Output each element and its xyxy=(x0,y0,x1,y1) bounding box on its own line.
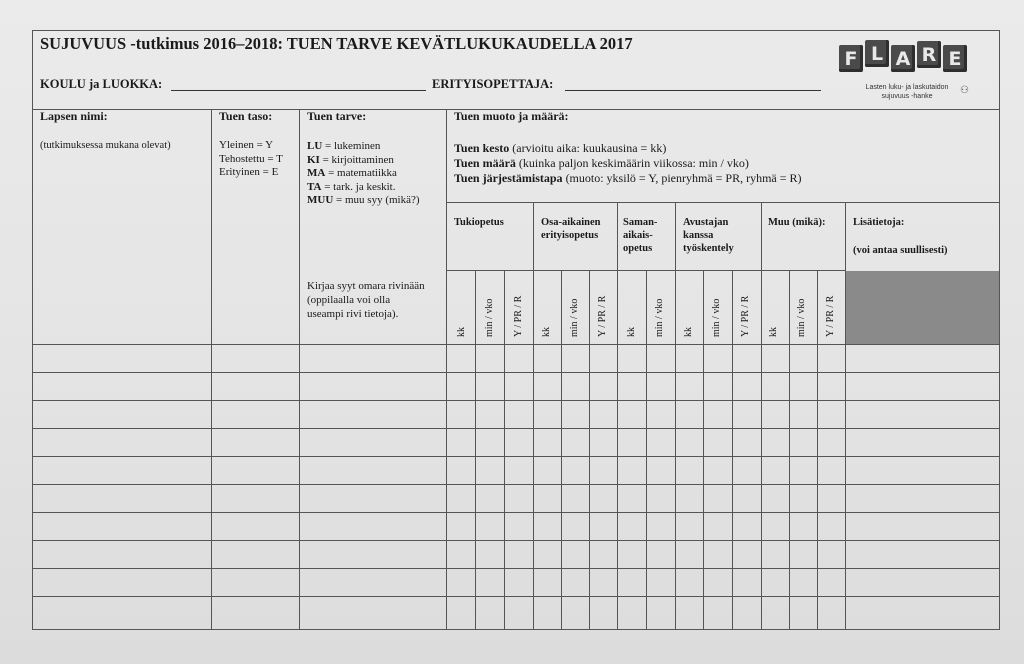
sub-col-divider xyxy=(703,270,704,629)
group-col-divider xyxy=(617,202,618,629)
support-level-item: Tehostettu = T xyxy=(219,152,283,165)
support-need-item: TA = tark. ja keskit. xyxy=(307,180,396,193)
support-need-item: MA = matematiikka xyxy=(307,167,397,179)
support-need-note: Kirjaa syyt omara rivinään (oppilaalla voi olla useampi rivi tietoja). xyxy=(307,280,425,320)
logo-letter: F xyxy=(839,45,863,72)
logo-letter: E xyxy=(943,45,967,72)
sub-label-kk: kk xyxy=(683,327,694,337)
special-teacher-field[interactable] xyxy=(565,90,821,91)
col-divider xyxy=(211,109,212,629)
sub-col-divider xyxy=(475,270,476,629)
sub-col-divider xyxy=(561,270,562,629)
sub-label-kk: kk xyxy=(768,327,779,337)
table-row[interactable] xyxy=(33,484,999,485)
group-col-divider xyxy=(761,202,762,629)
table-row[interactable] xyxy=(33,568,999,569)
sub-col-divider xyxy=(504,270,505,629)
sub-label-kk: kk xyxy=(541,327,552,337)
table-row[interactable] xyxy=(33,372,999,373)
sub-label-ypr: Y / PR / R xyxy=(825,295,836,337)
sub-col-divider xyxy=(789,270,790,629)
col-divider xyxy=(299,109,300,629)
group-header-tukiopetus: Tukiopetus xyxy=(454,217,504,228)
table-row[interactable] xyxy=(33,456,999,457)
col-divider xyxy=(446,109,447,629)
group-header-avustajan: Avustajan kanssa työskentely xyxy=(683,217,734,254)
support-need-item: LU = lukeminen xyxy=(307,140,381,152)
support-need-header: Tuen tarve: xyxy=(307,109,367,123)
school-class-label: KOULU ja LUOKKA: xyxy=(40,77,163,91)
sub-label-ypr: Y / PR / R xyxy=(513,295,524,337)
form-divider xyxy=(446,202,999,203)
form-sheet xyxy=(32,30,1000,630)
sub-label-kk: kk xyxy=(626,327,637,337)
support-need-item: KI = kirjoittaminen xyxy=(307,153,394,166)
sub-label-ypr: Y / PR / R xyxy=(740,295,751,337)
sub-label-min: min / vko xyxy=(569,298,580,337)
sub-col-divider xyxy=(732,270,733,629)
flare-logo xyxy=(839,42,979,107)
support-form-legend: Tuen kesto (arvioitu aika: kuukausina = kk) Tuen määrä (kuinka paljon keskimäärin viikossa: min / vko) Tuen järjestämistapa (muoto: yksilö = Y, pienryhmä = PR, ryhmä = R) xyxy=(454,141,802,185)
sub-label-min: min / vko xyxy=(654,298,665,337)
table-row[interactable] xyxy=(33,512,999,513)
support-level-item: Yleinen = Y xyxy=(219,139,274,151)
special-teacher-label: ERITYISOPETTAJA: xyxy=(432,77,554,91)
child-name-header: Lapsen nimi: xyxy=(40,109,108,123)
sub-label-ypr: Y / PR / R xyxy=(597,295,608,337)
page-title: SUJUVUUS -tutkimus 2016–2018: TUEN TARVE KEVÄTLUKUKAUDELLA 2017 xyxy=(40,34,633,53)
sub-label-kk: kk xyxy=(456,327,467,337)
extra-info-header: Lisätietoja: xyxy=(853,217,905,228)
logo-letter: L xyxy=(865,40,889,67)
sub-col-divider xyxy=(817,270,818,629)
support-form-header: Tuen muoto ja määrä: xyxy=(454,109,569,123)
child-name-note: (tutkimuksessa mukana olevat) xyxy=(40,140,171,151)
sub-label-min: min / vko xyxy=(711,298,722,337)
sub-label-min: min / vko xyxy=(484,298,495,337)
sub-col-divider xyxy=(646,270,647,629)
support-level-list xyxy=(219,139,283,180)
sub-label-min: min / vko xyxy=(796,298,807,337)
group-col-divider xyxy=(533,202,534,629)
table-row[interactable] xyxy=(33,400,999,401)
school-class-field[interactable] xyxy=(171,90,426,91)
support-level-header: Tuen taso: xyxy=(219,109,273,123)
group-header-muu: Muu (mikä): xyxy=(768,217,826,228)
table-row[interactable] xyxy=(33,540,999,541)
person-icon: ⚇ xyxy=(960,85,969,96)
header-bottom-border xyxy=(33,344,999,345)
shaded-cell xyxy=(846,271,999,344)
support-need-list xyxy=(307,140,420,208)
sub-col-divider xyxy=(589,270,590,629)
logo-caption: Lasten luku- ja laskutaidon sujuvuus -hanke xyxy=(865,84,949,100)
table-row[interactable] xyxy=(33,428,999,429)
table-row[interactable] xyxy=(33,596,999,597)
support-need-item: MUU = muu syy (mikä?) xyxy=(307,194,420,206)
support-level-item: Erityinen = E xyxy=(219,166,279,178)
group-col-divider xyxy=(675,202,676,629)
group-header-samanaikais: Saman- aikais- opetus xyxy=(623,217,658,254)
group-col-divider xyxy=(845,202,846,629)
logo-letter: A xyxy=(891,45,915,72)
logo-letter: R xyxy=(917,41,941,68)
extra-info-note: (voi antaa suullisesti) xyxy=(853,245,948,256)
group-header-osa-aikainen: Osa-aikainen erityisopetus xyxy=(541,217,601,241)
